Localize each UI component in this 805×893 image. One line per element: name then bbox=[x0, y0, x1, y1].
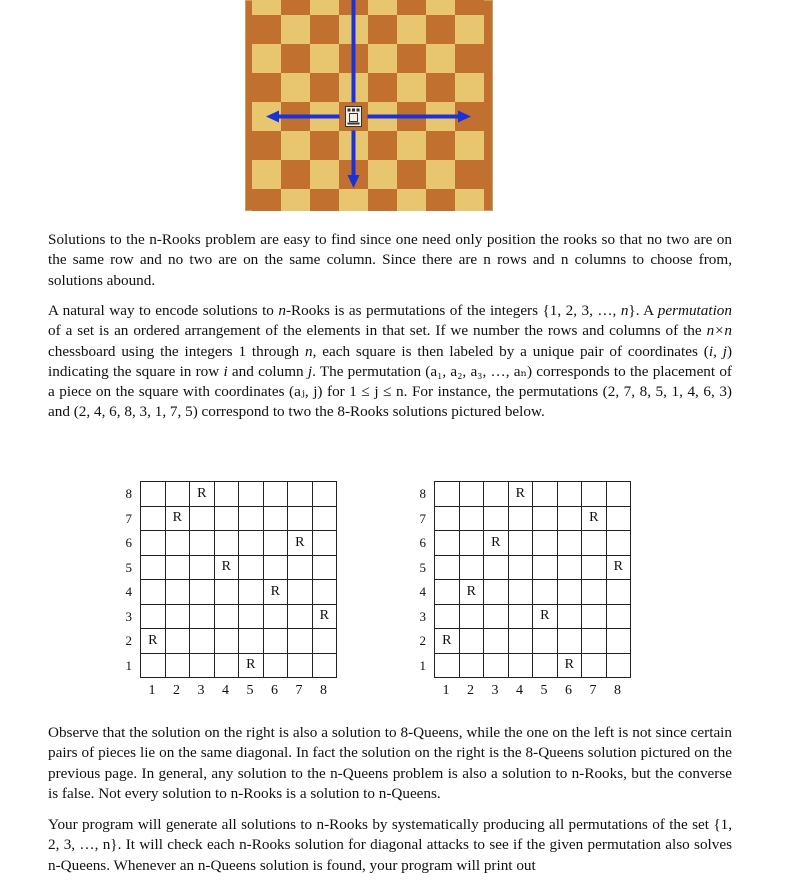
column-label: 8 bbox=[614, 683, 621, 698]
grid-row bbox=[435, 653, 631, 678]
grid-cell bbox=[263, 555, 288, 580]
row-label: 8 bbox=[419, 486, 426, 501]
grid-cell bbox=[190, 629, 215, 654]
p2-n2: i bbox=[223, 362, 228, 380]
grid-cell bbox=[141, 482, 166, 507]
grid-cell bbox=[165, 629, 190, 654]
grid-cell bbox=[533, 482, 558, 507]
grid-cell bbox=[484, 604, 509, 629]
row-label: 7 bbox=[419, 510, 426, 526]
grid-cell bbox=[141, 653, 166, 678]
board-square bbox=[368, 189, 397, 211]
grid-row bbox=[435, 531, 631, 556]
board-square bbox=[368, 73, 397, 102]
grid-cell bbox=[606, 531, 631, 556]
grid-cell bbox=[435, 482, 460, 507]
grid-cell bbox=[557, 629, 582, 654]
board-square bbox=[310, 131, 339, 160]
grid-cell bbox=[165, 555, 190, 580]
board-square bbox=[310, 160, 339, 189]
grid-cell bbox=[459, 531, 484, 556]
paragraph-permutations bbox=[48, 301, 732, 423]
grid-cell bbox=[459, 653, 484, 678]
board-square bbox=[281, 160, 310, 189]
rook-moves-chessboard bbox=[245, 0, 493, 211]
grid-cell bbox=[312, 629, 337, 654]
p2-l: i, j bbox=[708, 342, 727, 360]
grid-cell bbox=[557, 580, 582, 605]
rook-marker: R bbox=[508, 482, 533, 507]
p2-k: , each square is then labeled by a unique pair of coordinates ( bbox=[312, 342, 709, 360]
grid-cell bbox=[557, 531, 582, 556]
p2-j: n bbox=[305, 342, 313, 360]
p2-m: ) indicating the square in row bbox=[48, 342, 732, 380]
grid-cell bbox=[288, 604, 313, 629]
row-label: 1 bbox=[419, 657, 426, 673]
grid-cell bbox=[312, 653, 337, 678]
rook-marker: R bbox=[533, 604, 558, 629]
board-square bbox=[397, 189, 426, 211]
grid-cell bbox=[288, 482, 313, 507]
board-square bbox=[281, 131, 310, 160]
row-label: 1 bbox=[125, 657, 132, 673]
grid-cell bbox=[312, 482, 337, 507]
grid-cell bbox=[508, 653, 533, 678]
grid-cell bbox=[288, 506, 313, 531]
board-square bbox=[455, 0, 484, 15]
grid-cell bbox=[606, 506, 631, 531]
grid-cell bbox=[582, 629, 607, 654]
p3-text: Observe that the solution on the right is also a solution to 8-Queens, while the one on the left is not since certain pairs of pieces lie on the same diagonal. In fact the solution on the right is the 8-Queens solution pictured on the previous page. In general, any solution to the n-Queens problem is also a solution to n-Rooks, but the converse is false. Not every solution to n-Rooks is a solution to n-Queens. bbox=[48, 724, 732, 802]
grid-cell bbox=[214, 506, 239, 531]
p2-i: chessboard using the integers 1 through bbox=[48, 342, 305, 360]
rook-marker: R bbox=[239, 653, 264, 678]
board-square bbox=[426, 44, 455, 73]
board-square bbox=[426, 73, 455, 102]
grid-cell bbox=[606, 482, 631, 507]
grid-cell bbox=[312, 580, 337, 605]
grid-cell bbox=[214, 653, 239, 678]
grid-cell bbox=[508, 580, 533, 605]
grid-row bbox=[141, 580, 337, 605]
grid-cell bbox=[533, 629, 558, 654]
left-rooks-solution-grid bbox=[118, 479, 358, 709]
grid-cell bbox=[484, 506, 509, 531]
grid-cell bbox=[582, 531, 607, 556]
grid-cell bbox=[190, 506, 215, 531]
grid-cell bbox=[484, 653, 509, 678]
grid-cell bbox=[190, 580, 215, 605]
board-square bbox=[310, 189, 339, 211]
board-square bbox=[455, 15, 484, 44]
grid-cell bbox=[484, 555, 509, 580]
right-rooks-solution-grid bbox=[412, 479, 652, 709]
board-square bbox=[281, 0, 310, 15]
row-label: 5 bbox=[419, 559, 426, 575]
grid-cell bbox=[435, 506, 460, 531]
grid-row bbox=[435, 629, 631, 654]
p4-text: Your program will generate all solutions to n-Rooks by systematically producing all permutations of the set {1, 2, 3, …, n}. It will check each n-Rooks solution for diagonal attacks to see if the given permutation also solves n-Queens. Whenever an n-Queens solution is found, your program will print out bbox=[48, 816, 732, 874]
board-square bbox=[397, 73, 426, 102]
grid-cell bbox=[459, 555, 484, 580]
board-square bbox=[281, 73, 310, 102]
grid-row bbox=[435, 580, 631, 605]
row-label: 7 bbox=[125, 510, 132, 526]
grid-cell bbox=[435, 531, 460, 556]
p1-text: Solutions to the n-Rooks problem are easy to find since one need only position the rooks so that no two are on the same row and no two are on the same column. Since there are n rows and n columns to choose from, solutions abound. bbox=[48, 231, 732, 289]
column-label: 6 bbox=[565, 683, 572, 698]
grid-cell bbox=[459, 506, 484, 531]
grid-cell bbox=[508, 555, 533, 580]
grid-cell bbox=[214, 482, 239, 507]
board-square bbox=[368, 44, 397, 73]
grid-row bbox=[141, 482, 337, 507]
board-square bbox=[339, 189, 368, 211]
row-label: 2 bbox=[419, 633, 426, 648]
grid-cell bbox=[141, 506, 166, 531]
row-label: 4 bbox=[125, 584, 132, 599]
paragraph-rooks-intro bbox=[48, 230, 732, 291]
grid-cell bbox=[312, 506, 337, 531]
grid-cell bbox=[582, 482, 607, 507]
board-square bbox=[368, 0, 397, 15]
board-square bbox=[426, 0, 455, 15]
grid-row bbox=[435, 604, 631, 629]
grid-cell bbox=[190, 604, 215, 629]
rook-marker: R bbox=[435, 629, 460, 654]
board-square bbox=[455, 44, 484, 73]
grid-row bbox=[141, 506, 337, 531]
grid-cell bbox=[435, 604, 460, 629]
grid-cell bbox=[239, 604, 264, 629]
row-label: 6 bbox=[419, 535, 426, 550]
grid-row bbox=[435, 506, 631, 531]
p2-q: . The permutation (a₁, a₂, a₃, …, aₙ) corresponds to the placement of a piece on the square with coordinates (aⱼ, j) for 1 ≤ j ≤ n. For instance, the permutations (2, 7, 8, 5, 1, 4, 6, 3) and (2, 4, 6, 8, 3, 1, 7, 5) correspond to two the 8-Rooks solutions pictured below. bbox=[48, 362, 732, 421]
grid-cell bbox=[165, 653, 190, 678]
board-square bbox=[252, 131, 281, 160]
grid-cell bbox=[239, 531, 264, 556]
p2-d: n bbox=[620, 302, 629, 319]
board-square bbox=[252, 44, 281, 73]
board-square bbox=[310, 44, 339, 73]
grid-cell bbox=[459, 604, 484, 629]
p2-a: A natural way to encode solutions to bbox=[48, 302, 279, 319]
grid-cell bbox=[263, 506, 288, 531]
board-square bbox=[252, 15, 281, 44]
grid-cell bbox=[165, 604, 190, 629]
grid-cell bbox=[141, 580, 166, 605]
grid-row bbox=[141, 653, 337, 678]
rook-marker: R bbox=[557, 653, 582, 678]
rook-marker: R bbox=[165, 506, 190, 531]
rook-marker: R bbox=[582, 506, 607, 531]
board-square bbox=[455, 160, 484, 189]
board-square bbox=[397, 131, 426, 160]
grid-cell bbox=[263, 531, 288, 556]
grid-cell bbox=[263, 482, 288, 507]
board-square bbox=[368, 131, 397, 160]
grid-cell bbox=[533, 531, 558, 556]
column-label: 8 bbox=[320, 683, 327, 698]
board-square bbox=[310, 73, 339, 102]
grid-row bbox=[435, 482, 631, 507]
grid-cell bbox=[459, 629, 484, 654]
grid-cell bbox=[263, 629, 288, 654]
column-label: 7 bbox=[589, 683, 597, 698]
grid-cell bbox=[263, 604, 288, 629]
column-label: 4 bbox=[516, 683, 523, 698]
column-label: 3 bbox=[491, 683, 499, 698]
grid-cell bbox=[533, 506, 558, 531]
grid-cell bbox=[288, 629, 313, 654]
board-square bbox=[397, 44, 426, 73]
grid-cell bbox=[435, 555, 460, 580]
grid-cell bbox=[606, 604, 631, 629]
row-label: 5 bbox=[125, 559, 132, 575]
column-label: 5 bbox=[246, 683, 254, 698]
grid-cell bbox=[582, 604, 607, 629]
grid-cell bbox=[239, 506, 264, 531]
grid-cell bbox=[582, 580, 607, 605]
row-label: 2 bbox=[125, 633, 132, 648]
rook-marker: R bbox=[214, 555, 239, 580]
grid-cell bbox=[582, 653, 607, 678]
rook-icon bbox=[346, 107, 362, 127]
board-square bbox=[281, 44, 310, 73]
board-square bbox=[397, 15, 426, 44]
grid-cell bbox=[214, 629, 239, 654]
paragraph-program-description bbox=[48, 815, 732, 876]
rook-marker: R bbox=[190, 482, 215, 507]
grid-cell bbox=[141, 531, 166, 556]
grid-cell bbox=[557, 604, 582, 629]
rook-marker: R bbox=[288, 531, 313, 556]
rook-marker: R bbox=[459, 580, 484, 605]
column-label: 3 bbox=[197, 683, 205, 698]
p2-h: n×n bbox=[706, 322, 732, 340]
p2-f: permutation bbox=[657, 302, 732, 319]
column-label: 1 bbox=[148, 683, 156, 698]
board-square bbox=[368, 160, 397, 189]
grid-cell bbox=[484, 629, 509, 654]
board-square bbox=[281, 189, 310, 211]
grid-cell bbox=[508, 531, 533, 556]
grid-cell bbox=[508, 506, 533, 531]
column-label: 1 bbox=[442, 683, 450, 698]
rook-marker: R bbox=[312, 604, 337, 629]
grid-cell bbox=[263, 653, 288, 678]
grid-cell bbox=[582, 555, 607, 580]
grid-cell bbox=[239, 580, 264, 605]
board-square bbox=[426, 15, 455, 44]
grid-row bbox=[141, 629, 337, 654]
rook-marker: R bbox=[484, 531, 509, 556]
grid-cell bbox=[190, 531, 215, 556]
grid-cell bbox=[239, 629, 264, 654]
grid-cell bbox=[508, 604, 533, 629]
board-square bbox=[426, 189, 455, 211]
grid-cell bbox=[141, 604, 166, 629]
board-square bbox=[368, 15, 397, 44]
grid-row bbox=[141, 604, 337, 629]
grid-cell bbox=[190, 653, 215, 678]
grid-cell bbox=[484, 580, 509, 605]
column-label: 5 bbox=[540, 683, 548, 698]
row-label: 3 bbox=[419, 608, 426, 624]
p2-p: j bbox=[307, 362, 313, 380]
column-label: 2 bbox=[173, 683, 180, 698]
grid-row bbox=[435, 555, 631, 580]
board-square bbox=[455, 73, 484, 102]
board-square bbox=[252, 73, 281, 102]
grid-cell bbox=[312, 531, 337, 556]
grid-cell bbox=[533, 555, 558, 580]
row-label: 3 bbox=[125, 608, 132, 624]
grid-cell bbox=[165, 580, 190, 605]
rook-marker: R bbox=[263, 580, 288, 605]
p2-c: -Rooks is as permutations of the integers {1, 2, 3, …, bbox=[285, 302, 621, 319]
grid-cell bbox=[239, 482, 264, 507]
grid-cell bbox=[459, 482, 484, 507]
grid-cell bbox=[533, 580, 558, 605]
right-grid-table bbox=[434, 481, 631, 678]
board-square bbox=[310, 0, 339, 15]
grid-cell bbox=[606, 580, 631, 605]
grid-cell bbox=[239, 555, 264, 580]
p2-o: and column bbox=[227, 362, 308, 380]
rook-marker: R bbox=[141, 629, 166, 654]
board-square bbox=[252, 160, 281, 189]
board-square bbox=[426, 160, 455, 189]
grid-cell bbox=[214, 604, 239, 629]
grid-cell bbox=[141, 555, 166, 580]
grid-cell bbox=[557, 482, 582, 507]
rook-marker: R bbox=[606, 555, 631, 580]
board-square bbox=[281, 15, 310, 44]
grid-cell bbox=[288, 555, 313, 580]
grid-cell bbox=[288, 580, 313, 605]
grid-cell bbox=[435, 580, 460, 605]
grid-cell bbox=[533, 653, 558, 678]
board-square bbox=[455, 131, 484, 160]
grid-cell bbox=[435, 653, 460, 678]
column-label: 4 bbox=[222, 683, 229, 698]
board-square bbox=[426, 131, 455, 160]
grid-cell bbox=[214, 580, 239, 605]
board-square bbox=[310, 15, 339, 44]
board-square bbox=[252, 189, 281, 211]
board-square bbox=[455, 189, 484, 211]
column-label: 2 bbox=[467, 683, 474, 698]
left-grid-table bbox=[140, 481, 337, 678]
p2-e: }. A bbox=[628, 302, 658, 319]
grid-cell bbox=[557, 555, 582, 580]
grid-cell bbox=[484, 482, 509, 507]
grid-cell bbox=[606, 629, 631, 654]
grid-cell bbox=[288, 653, 313, 678]
grid-cell bbox=[606, 653, 631, 678]
row-label: 8 bbox=[125, 486, 132, 501]
column-label: 7 bbox=[295, 683, 303, 698]
chessboard-graphic bbox=[245, 0, 493, 211]
board-square bbox=[252, 0, 281, 15]
grid-row bbox=[141, 531, 337, 556]
grid-cell bbox=[312, 555, 337, 580]
board-square bbox=[397, 160, 426, 189]
p2-b: n bbox=[278, 302, 286, 319]
column-label: 6 bbox=[271, 683, 278, 698]
grid-cell bbox=[508, 629, 533, 654]
row-label: 6 bbox=[125, 535, 132, 550]
board-square bbox=[397, 0, 426, 15]
grid-cell bbox=[214, 531, 239, 556]
grid-cell bbox=[165, 482, 190, 507]
p2-g: of a set is an ordered arrangement of the elements in that set. If we number the rows and columns of the bbox=[48, 322, 707, 340]
paragraph-queens-observation bbox=[48, 723, 732, 804]
grid-cell bbox=[557, 506, 582, 531]
row-label: 4 bbox=[419, 584, 426, 599]
grid-row bbox=[141, 555, 337, 580]
grid-cell bbox=[165, 531, 190, 556]
grid-cell bbox=[190, 555, 215, 580]
